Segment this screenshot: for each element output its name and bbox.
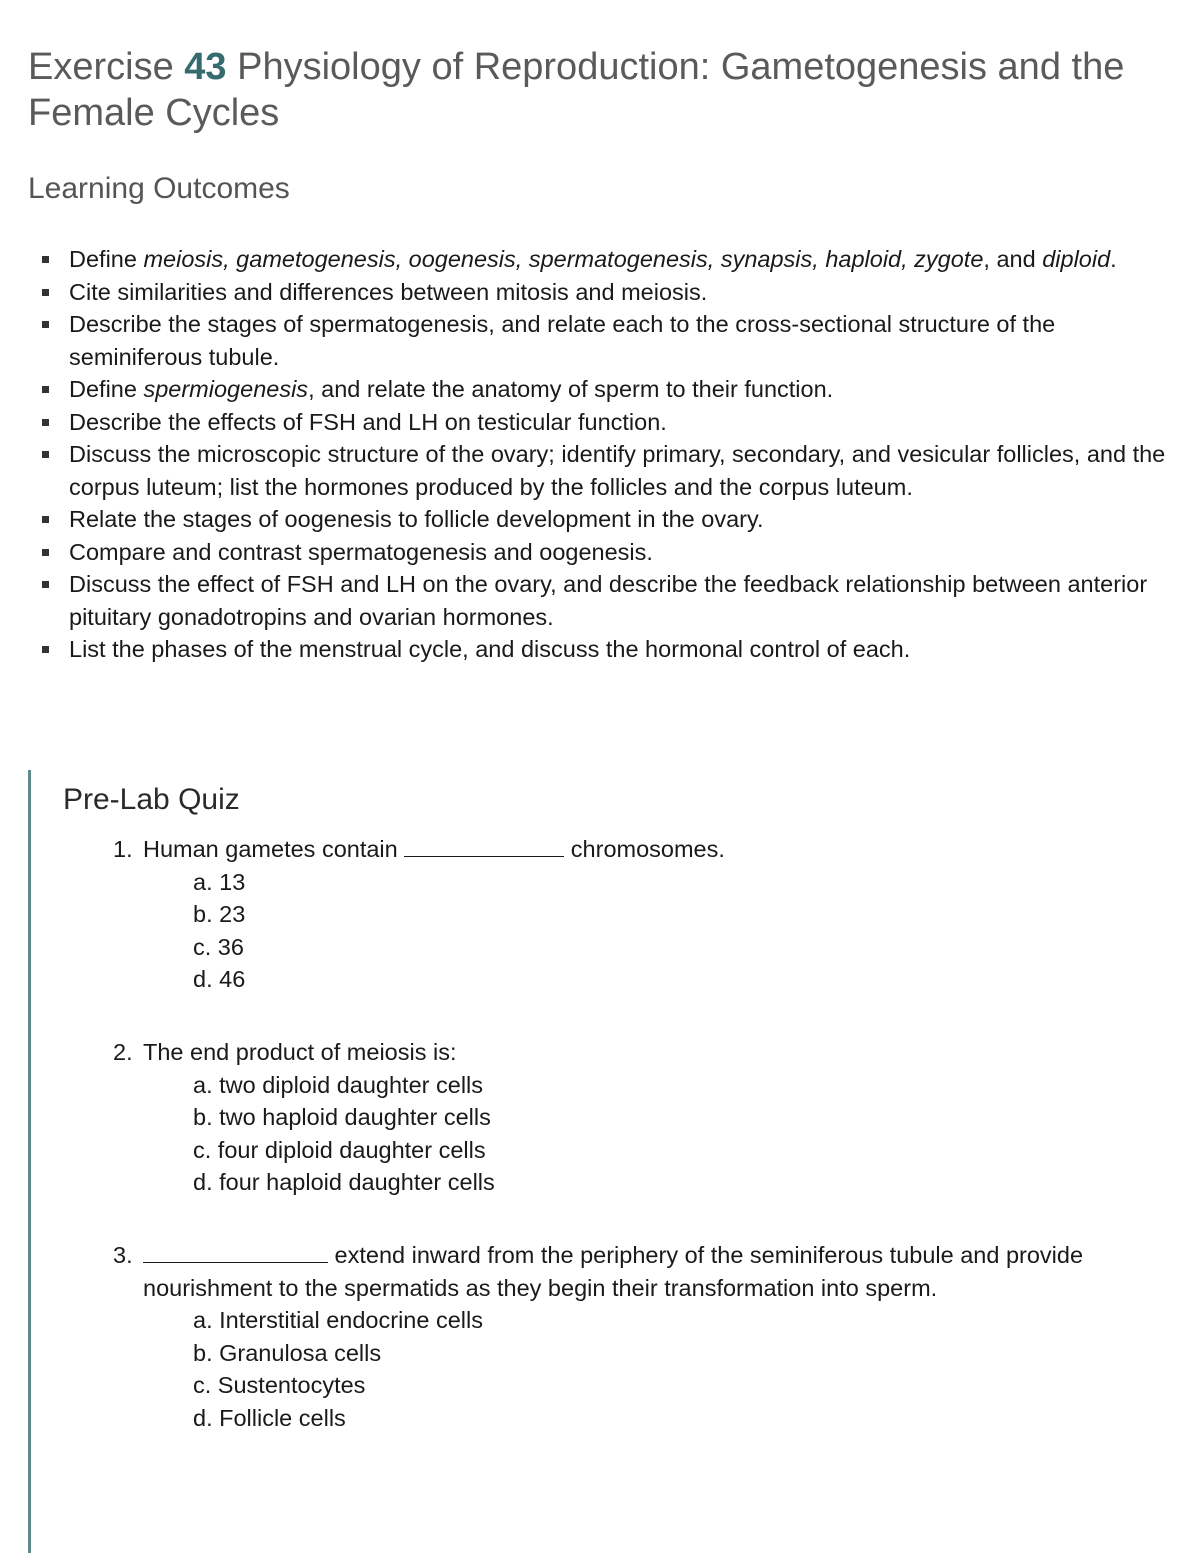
outcome-text: Compare and contrast spermatogenesis and oogenesis. bbox=[69, 538, 653, 565]
outcome-text: Discuss the effect of FSH and LH on the ovary, and describe the feedback relationship between anterior pituitary gonadotropins and ovarian hormones. bbox=[69, 571, 1148, 630]
answer-option: d. 46 bbox=[193, 966, 246, 992]
bullet-icon bbox=[42, 581, 49, 588]
quiz-question-1 bbox=[113, 833, 1123, 996]
outcome-text: Relate the stages of oogenesis to follicle development in the ovary. bbox=[69, 506, 764, 532]
learning-outcome-item bbox=[40, 243, 1170, 276]
question-stem bbox=[113, 1239, 1123, 1304]
outcome-text: Discuss the microscopic structure of the ovary; identify primary, secondary, and vesicular follicles, and the corpus luteum; list the hormones produced by the follicles and the corpus luteum. bbox=[69, 441, 1166, 500]
learning-outcome-item bbox=[40, 406, 1170, 439]
answer-option: c. Sustentocytes bbox=[193, 1372, 366, 1398]
learning-outcomes-heading: Learning Outcomes bbox=[28, 172, 290, 205]
answer-option: d. Follicle cells bbox=[193, 1404, 346, 1431]
bullet-icon bbox=[42, 256, 49, 263]
answer-option: b. two haploid daughter cells bbox=[193, 1104, 491, 1130]
answer-options bbox=[113, 866, 1123, 996]
learning-outcomes-list bbox=[40, 243, 1170, 666]
outcome-text: List the phases of the menstrual cycle, and discuss the hormonal control of each. bbox=[69, 636, 911, 662]
quiz-section-bar bbox=[28, 770, 31, 1553]
learning-outcome-item bbox=[40, 438, 1170, 503]
bullet-icon bbox=[42, 321, 49, 328]
bullet-icon bbox=[42, 516, 49, 523]
answer-blank bbox=[143, 1242, 328, 1263]
answer-blank bbox=[404, 836, 564, 857]
question-stem bbox=[113, 833, 1123, 866]
quiz-question-2 bbox=[113, 1036, 1123, 1199]
question-text-before: Human gametes contain bbox=[143, 836, 405, 862]
quiz-question-3 bbox=[113, 1239, 1123, 1434]
bullet-icon bbox=[42, 386, 49, 393]
answer-option: b. Granulosa cells bbox=[193, 1339, 382, 1366]
bullet-icon bbox=[42, 419, 49, 426]
outcome-text: Define bbox=[69, 376, 144, 402]
page-title bbox=[28, 44, 1178, 136]
question-stem bbox=[113, 1036, 1123, 1069]
question-number: 2. bbox=[113, 1039, 133, 1065]
bullet-icon bbox=[42, 289, 49, 296]
learning-outcome-item bbox=[40, 633, 1170, 666]
outcome-text: Describe the stages of spermatogenesis, and relate each to the cross-sectional structure of the seminiferous tubule. bbox=[69, 311, 1056, 370]
answer-option: a. Interstitial endocrine cells bbox=[193, 1307, 483, 1333]
italic-term: meiosis, gametogenesis, oogenesis, spermatogenesis, synapsis, haploid, zygote bbox=[143, 246, 984, 272]
question-number: 3. bbox=[113, 1242, 133, 1268]
outcome-text: , and bbox=[983, 246, 1043, 272]
learning-outcome-item bbox=[40, 503, 1170, 536]
question-text-after: extend inward from the periphery of the seminiferous tubule and provide nourishment to the spermatids as they begin their transformation into sperm. bbox=[143, 1242, 1084, 1301]
learning-outcome-item bbox=[40, 536, 1170, 569]
italic-term: diploid bbox=[1042, 246, 1111, 272]
quiz-heading: Pre-Lab Quiz bbox=[63, 783, 240, 816]
question-number: 1. bbox=[113, 836, 133, 862]
answer-option: c. four diploid daughter cells bbox=[193, 1136, 486, 1163]
outcome-text: Define bbox=[69, 246, 144, 272]
learning-outcome-item bbox=[40, 276, 1170, 309]
outcome-text: . bbox=[1110, 246, 1117, 272]
outcome-text: , and relate the anatomy of sperm to their function. bbox=[308, 376, 834, 402]
italic-term: spermiogenesis bbox=[143, 376, 309, 402]
learning-outcome-item bbox=[40, 568, 1170, 633]
bullet-icon bbox=[42, 549, 49, 556]
bullet-icon bbox=[42, 646, 49, 653]
exercise-word: Exercise bbox=[28, 46, 174, 88]
outcome-text: Cite similarities and differences between mitosis and meiosis. bbox=[69, 278, 708, 305]
answer-option: a. 13 bbox=[193, 868, 246, 895]
answer-options bbox=[113, 1069, 1123, 1199]
outcome-text: Describe the effects of FSH and LH on testicular function. bbox=[69, 408, 667, 435]
bullet-icon bbox=[42, 451, 49, 458]
learning-outcome-item bbox=[40, 308, 1170, 373]
question-text-after: chromosomes. bbox=[564, 836, 725, 862]
learning-outcome-item bbox=[40, 373, 1170, 406]
answer-option: d. four haploid daughter cells bbox=[193, 1169, 495, 1195]
exercise-title: Physiology of Reproduction: Gametogenesis and the Female Cycles bbox=[28, 46, 1125, 134]
exercise-number: 43 bbox=[184, 46, 227, 88]
answer-option: a. two diploid daughter cells bbox=[193, 1071, 484, 1098]
answer-options bbox=[113, 1304, 1123, 1434]
answer-option: c. 36 bbox=[193, 933, 244, 960]
answer-option: b. 23 bbox=[193, 901, 246, 927]
question-text-before: The end product of meiosis is: bbox=[143, 1039, 457, 1065]
